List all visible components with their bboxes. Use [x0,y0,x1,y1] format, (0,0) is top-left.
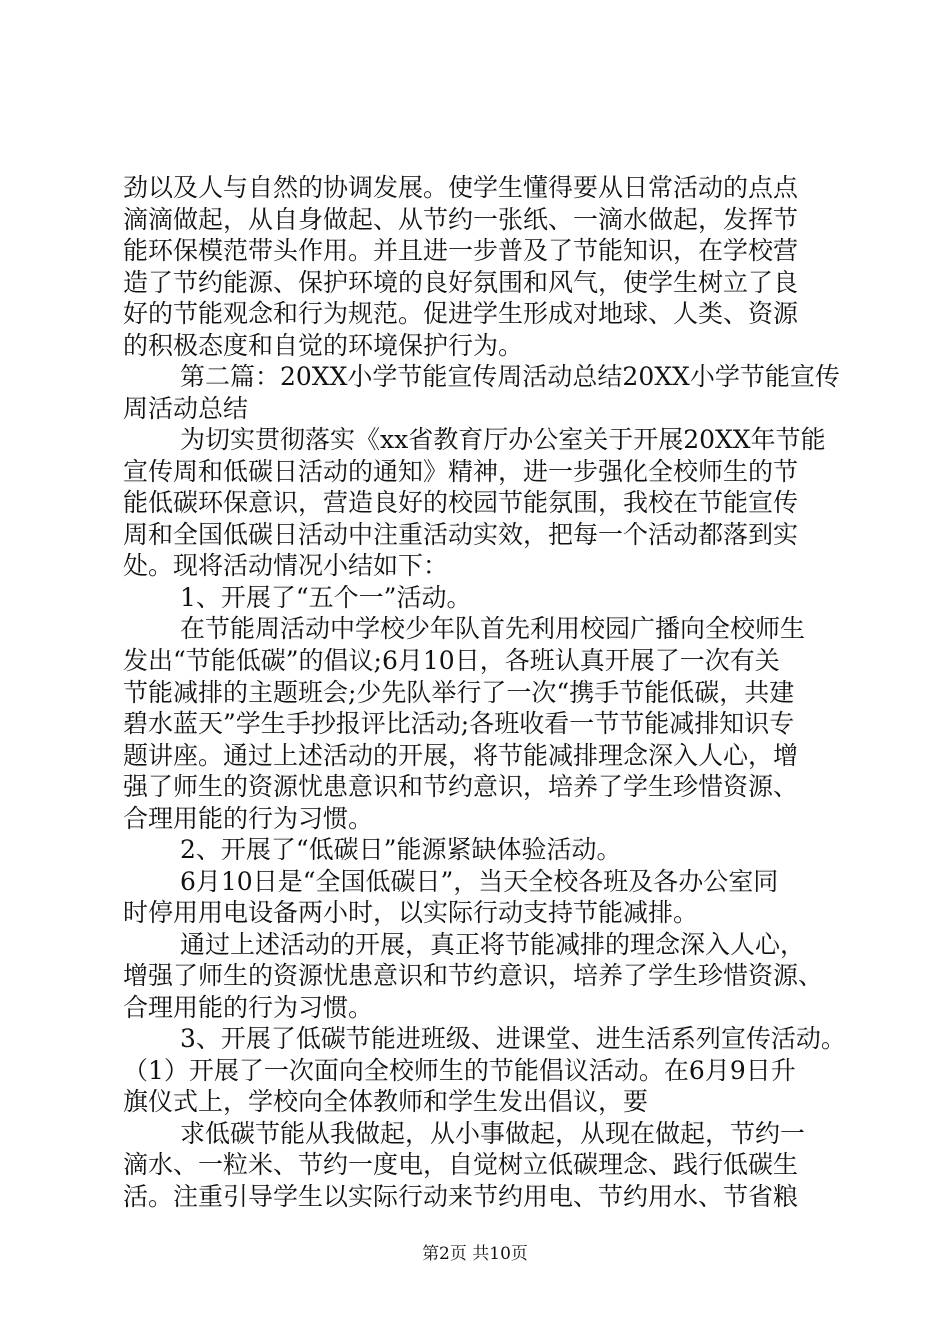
text-line: 求低碳节能从我做起，从小事做起，从现在做起，节约一 [180,1119,806,1148]
text-line: 合理用能的行为习惯。 [123,993,374,1022]
text-line: 在节能周活动中学校少年队首先利用校园广播向全校师生 [180,614,806,643]
text-line: 旗仪式上，学校向全体教师和学生发出倡议，要 [123,1087,649,1116]
text-line: 活。注重引导学生以实际行动来节约用电、节约用水、节省粮 [123,1182,799,1211]
text-line: 发出“节能低碳”的倡议;6月10日，各班认真开展了一次有关 [123,646,780,675]
text-line: 合理用能的行为习惯。 [123,804,374,833]
text-line: 宣传周和低碳日活动的通知》精神，进一步强化全校师生的节 [123,457,799,486]
text-line: 通过上述活动的开展，真正将节能减排的理念深入人心， [180,930,806,959]
text-line: 强了师生的资源忧患意识和节约意识，培养了学生珍惜资源、 [123,772,799,801]
text-line: 时停用用电设备两小时，以实际行动支持节能减排。 [123,898,699,927]
list-heading: 3、开展了低碳节能进班级、进课堂、进生活系列宣传活动。 [180,1024,846,1053]
text-line: 造了节约能源、保护环境的良好氛围和风气，使学生树立了良 [123,268,799,297]
text-line: 碧水蓝天”学生手抄报评比活动;各班收看一节节能减排知识专 [123,709,795,738]
list-heading: 1、开展了“五个一”活动。 [180,583,472,612]
text-line: 题讲座。通过上述活动的开展，将节能减排理念深入人心，增 [123,741,799,770]
text-line: 劲以及人与自然的协调发展。使学生懂得要从日常活动的点点 [123,173,799,202]
text-line: 节能减排的主题班会;少先队举行了一次“携手节能低碳，共建 [123,678,795,707]
page-number: 第2页 共10页 [422,1244,528,1264]
text-line: 处。现将活动情况小结如下： [123,551,449,580]
text-line: 6月10日是“全国低碳日”，当天全校各班及各办公室同 [180,867,779,896]
text-line: 能环保模范带头作用。并且进一步普及了节能知识，在学校营 [123,236,799,265]
text-line: 滴滴做起，从自身做起、从节约一张纸、一滴水做起，发挥节 [123,205,799,234]
text-line: 能低碳环保意识，营造良好的校园节能氛围，我校在节能宣传 [123,488,799,517]
text-line: 滴水、一粒米、节约一度电，自觉树立低碳理念、践行低碳生 [123,1150,799,1179]
section-heading: 周活动总结 [123,394,249,423]
text-line: 增强了师生的资源忧患意识和节约意识，培养了学生珍惜资源、 [123,961,824,990]
text-line: 为切实贯彻落实《xx省教育厅办公室关于开展20XX年节能 [180,425,826,454]
text-line: 周和全国低碳日活动中注重活动实效，把每一个活动都落到实 [123,520,799,549]
list-heading: 2、开展了“低碳日”能源紧缺体验活动。 [180,835,622,864]
section-heading: 第二篇：20XX小学节能宣传周活动总结20XX小学节能宣传 [180,362,840,391]
text-line: 好的节能观念和行为规范。促进学生形成对地球、人类、资源 [123,299,799,328]
text-line: 的积极态度和自觉的环境保护行为。 [123,331,524,360]
text-line: （1）开展了一次面向全校师生的节能倡议活动。在6月9日升 [123,1056,796,1085]
